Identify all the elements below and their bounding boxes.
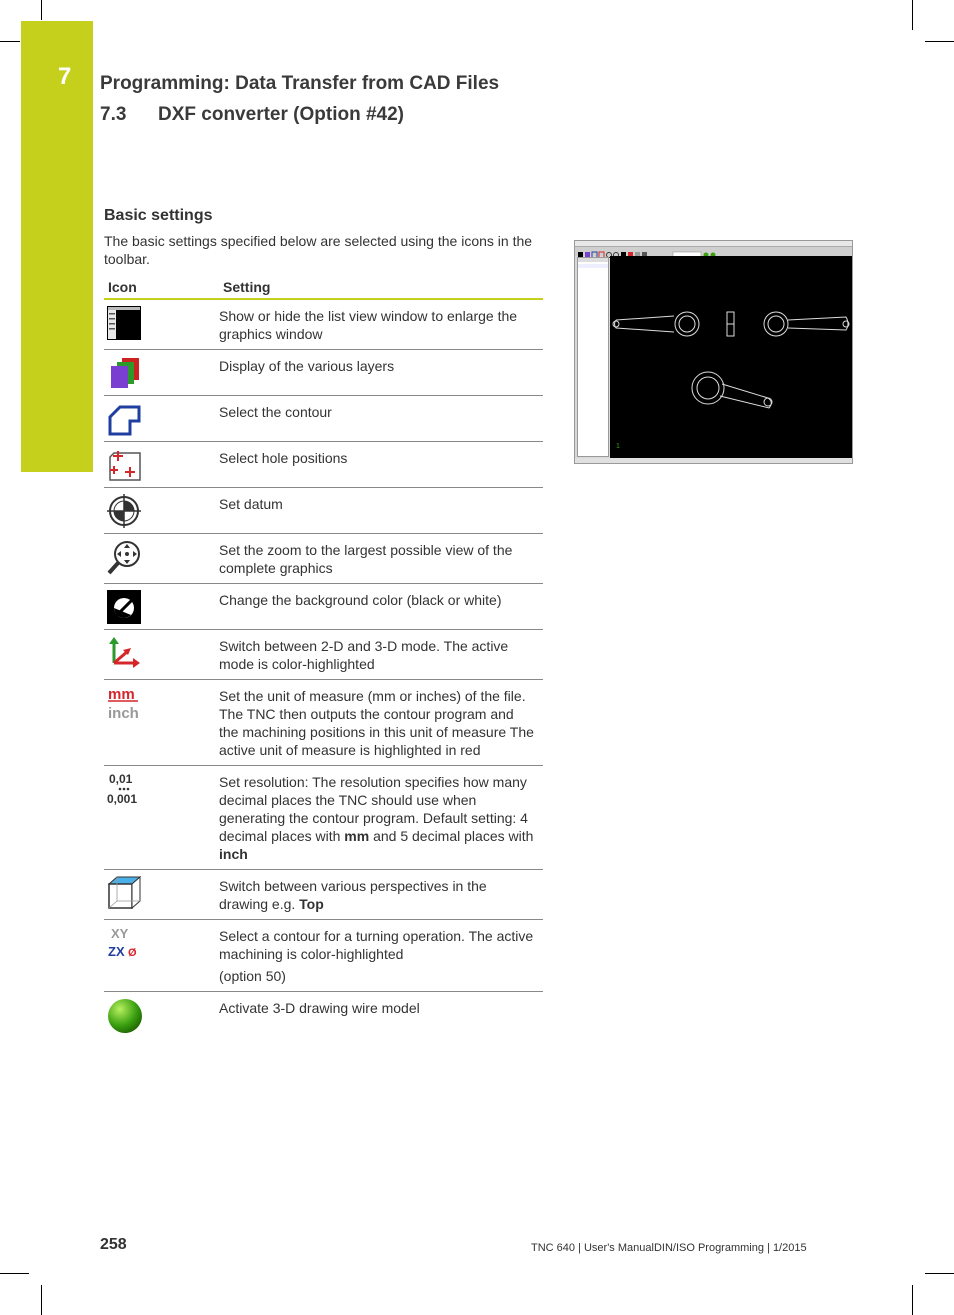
- perspective-icon: [106, 875, 219, 911]
- crop-mark: [925, 1273, 954, 1274]
- screenshot-drawing-canvas: [610, 256, 852, 460]
- crop-mark: [0, 41, 20, 42]
- contour-icon: [106, 401, 219, 437]
- setting-text: Set the zoom to the largest possible view of the complete graphics: [219, 534, 543, 584]
- setting-text: Activate 3-D drawing wire model: [219, 1000, 420, 1016]
- setting-text: Set resolution: The resolution specifies how many decimal places the TNC should use when generating the contour program. Default setting: 4 decimal places with mm and 5 decimal places with inch: [219, 766, 543, 870]
- crop-mark: [0, 1273, 29, 1274]
- table-header-row: [104, 276, 543, 299]
- table-row: [104, 630, 543, 680]
- section-heading: [100, 104, 404, 126]
- table-row: [104, 350, 543, 396]
- basic-settings-intro: The basic settings specified below are selected using the icons in the toolbar.: [104, 233, 533, 267]
- svg-text:1: 1: [616, 443, 620, 450]
- setting-text: Select a contour for a turning operation. The active machining is color-highlighted (option 50): [219, 920, 543, 992]
- setting-text: Display of the various layers: [219, 350, 543, 396]
- dxf-converter-screenshot: [574, 240, 853, 464]
- turning-diameter-text: Ø: [128, 947, 137, 959]
- basic-settings-heading: Basic settings: [104, 207, 213, 224]
- turning-contour-icon: [106, 925, 219, 961]
- resolution-icon: [106, 771, 219, 807]
- table-row: [104, 584, 543, 630]
- chapter-title: Programming: Data Transfer from CAD Files: [100, 73, 500, 94]
- table-row: [104, 442, 543, 488]
- setting-text: Set datum: [219, 488, 543, 534]
- page-number: 258: [100, 1236, 127, 1253]
- unit-inch-text: inch: [108, 705, 139, 721]
- turning-xy-text: XY: [111, 926, 129, 941]
- column-setting-header: Setting: [219, 276, 543, 299]
- crop-mark: [912, 0, 913, 30]
- section-title: DXF converter (Option #42): [158, 104, 404, 125]
- turning-zx-text: ZX: [108, 944, 125, 959]
- screenshot-list-view: [577, 257, 609, 457]
- setting-text: Show or hide the list view window to enlarge the graphics window: [219, 299, 543, 350]
- resolution-a-text: 0,01: [109, 772, 133, 786]
- table-row: [104, 488, 543, 534]
- datum-icon: [106, 493, 219, 529]
- screenshot-status-bar: [575, 458, 852, 463]
- unit-icon: [106, 685, 219, 721]
- hole-positions-icon: [106, 447, 219, 483]
- setting-text: Switch between 2-D and 3-D mode. The active mode is color-highlighted: [219, 630, 543, 680]
- footer-text: TNC 640 | User's ManualDIN/ISO Programming | 1/2015: [531, 1242, 807, 1254]
- unit-mm-text: mm: [108, 686, 135, 703]
- resolution-b-text: 0,001: [107, 792, 138, 806]
- screenshot-toolbar: [575, 247, 852, 256]
- table-row: [104, 766, 543, 870]
- setting-text: Select the contour: [219, 396, 543, 442]
- setting-text: Switch between various perspectives in the drawing e.g. Top: [219, 870, 543, 920]
- table-row: [104, 870, 543, 920]
- table-row: [104, 534, 543, 584]
- chapter-tab: [21, 21, 93, 472]
- table-row: [104, 992, 543, 1040]
- wire-model-icon: [106, 997, 219, 1035]
- table-row: [104, 920, 543, 992]
- crop-mark: [41, 1285, 42, 1315]
- setting-text: Select hole positions: [219, 442, 543, 488]
- crop-mark: [912, 1285, 913, 1315]
- background-color-icon: [106, 589, 219, 625]
- 2d-3d-icon: [106, 635, 219, 671]
- crop-mark: [925, 41, 954, 42]
- table-row: [104, 680, 543, 766]
- table-row: [104, 299, 543, 350]
- section-number: 7.3: [100, 104, 127, 125]
- settings-table: [104, 276, 543, 1039]
- zoom-icon: [106, 539, 219, 575]
- setting-text: Change the background color (black or white): [219, 584, 543, 630]
- layers-icon: [106, 355, 219, 391]
- setting-note: (option 50): [219, 968, 286, 984]
- setting-text: Set the unit of measure (mm or inches) of the file. The TNC then outputs the contour program and the machining positions in this unit of measure The active unit of measure is highlighted in red: [219, 680, 543, 766]
- list-view-icon: [106, 305, 219, 341]
- column-icon-header: Icon: [104, 276, 219, 299]
- table-row: [104, 396, 543, 442]
- chapter-number: 7: [58, 63, 72, 90]
- crop-mark: [41, 0, 42, 20]
